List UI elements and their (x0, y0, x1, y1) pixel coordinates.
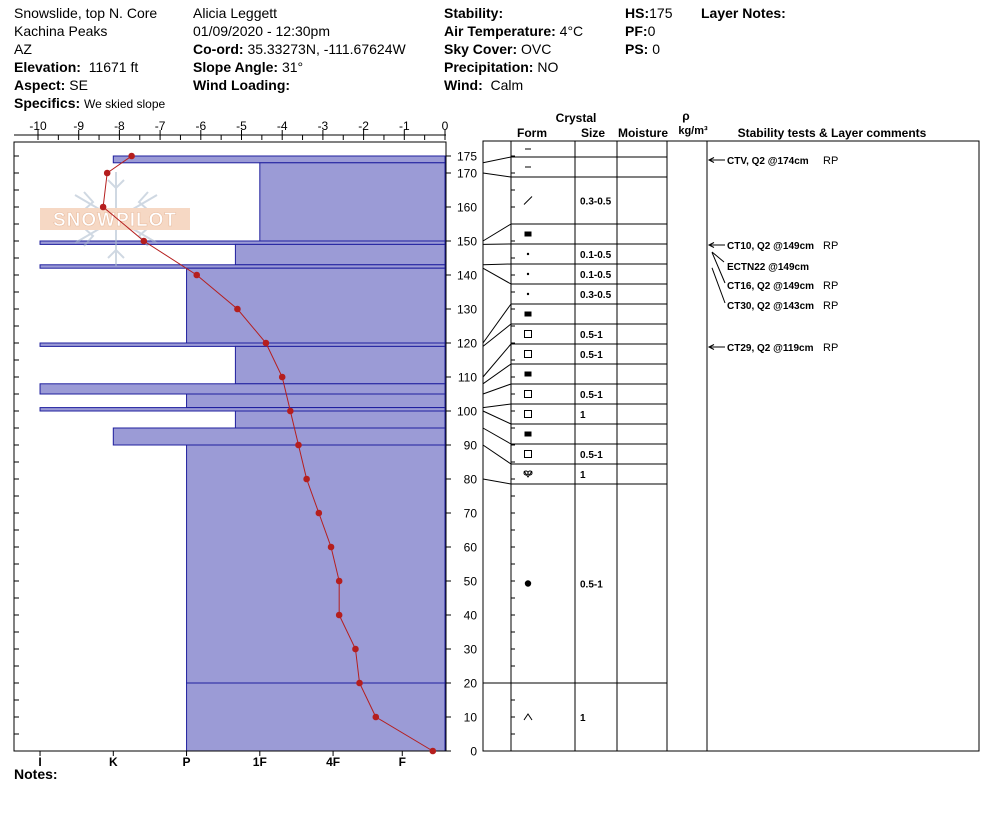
logo-text: SNOWPILOT (52, 210, 178, 231)
hardness-tick-label-K: K (108, 755, 118, 769)
hardness-bar-11 (235, 411, 445, 428)
header-moisture: Moisture (617, 126, 669, 140)
depth-tick-label-110: 110 (457, 370, 477, 385)
grain-size-2: 0.3-0.5 (580, 196, 612, 208)
layer-connector-14 (483, 445, 511, 464)
temperature-point-160 (100, 204, 107, 211)
header-form: Form (517, 126, 547, 140)
depth-tick-label-170: 170 (456, 166, 477, 181)
depth-tick-label-140: 140 (456, 268, 477, 283)
temp-tick-label--10: -10 (29, 119, 47, 133)
temperature-point-0 (429, 748, 436, 755)
temp-tick-label--8: -8 (114, 119, 125, 133)
depth-tick-label-160: 160 (456, 200, 477, 215)
table-border (483, 141, 979, 751)
hardness-bar-0 (113, 156, 445, 163)
hardness-bar-5 (187, 268, 445, 343)
depth-tick-label-10: 10 (463, 710, 477, 725)
grain-caret-icon (524, 714, 532, 720)
temp-tick-label--5: -5 (236, 119, 247, 133)
precip-value: NO (537, 59, 559, 75)
coord-label: Co-ord: (193, 41, 244, 57)
layer-notes-label: Layer Notes: (701, 5, 786, 21)
stability-test-5 (709, 342, 838, 354)
ps-value: 0 (652, 41, 661, 57)
grain-dot-icon (527, 273, 529, 275)
test-suffix-5: RP (823, 342, 839, 354)
slope-value: 31° (281, 59, 304, 75)
temperature-point-90 (295, 442, 302, 449)
hardness-bar-1 (260, 163, 445, 241)
layer-connector-11 (483, 404, 511, 408)
layer-connector-0 (483, 157, 511, 163)
test-text-2: ECTN22 @149cm (727, 262, 810, 273)
grain-size-12: 1 (580, 410, 586, 421)
hardness-bar-12 (113, 428, 445, 445)
pf-label: PF: (625, 23, 648, 39)
hardness-tick-label-P: P (182, 755, 191, 769)
grain-square-open-icon (525, 351, 532, 358)
layer-connector-9 (483, 364, 511, 384)
layer-connector-2 (483, 224, 511, 241)
grain-size-15: 1 (580, 470, 586, 481)
layer-connector-13 (483, 428, 511, 444)
grain-square-filled-icon (525, 432, 532, 437)
grain-dot-icon (527, 293, 529, 295)
temperature-point-110 (279, 374, 286, 381)
location-state: AZ (14, 41, 32, 57)
grain-square-open-icon (525, 391, 532, 398)
depth-tick-label-50: 50 (463, 574, 477, 589)
ps-label: PS: (625, 41, 649, 57)
hardness-bar-13 (187, 445, 445, 683)
grain-square-open-icon (525, 331, 532, 338)
header-rho: ρ (682, 109, 690, 123)
hardness-bar-2 (40, 241, 445, 244)
depth-tick-label-0: 0 (470, 744, 477, 759)
temp-tick-label--2: -2 (358, 119, 369, 133)
grain-slash-icon (524, 197, 532, 205)
temp-tick-label--4: -4 (276, 119, 288, 133)
temperature-point-40 (336, 612, 343, 619)
stability-test-2 (727, 262, 809, 273)
temp-tick-label--3: -3 (317, 119, 329, 133)
header-density-unit: kg/m³ (678, 125, 708, 137)
specifics-value: We skied slope (84, 97, 166, 111)
layer-table (483, 109, 979, 751)
test-suffix-1: RP (823, 240, 839, 252)
depth-tick-label-90: 90 (463, 438, 477, 453)
grain-square-filled-icon (525, 372, 532, 377)
specifics-label: Specifics: (14, 95, 81, 111)
stability-test-0 (709, 155, 838, 167)
grain-size-4: 0.1-0.5 (580, 250, 612, 261)
temperature-point-175 (128, 153, 135, 160)
pf-value: 0 (647, 23, 656, 39)
layer-connector-1 (483, 173, 511, 177)
hardness-bar-9 (187, 394, 445, 408)
header-crystal: Crystal (555, 111, 597, 125)
test-text-4: CT30, Q2 @143cm (727, 301, 815, 312)
grain-size-11: 0.5-1 (580, 390, 603, 401)
air-temp-label: Air Temperature: (444, 23, 556, 39)
temp-tick-label--9: -9 (73, 119, 85, 133)
coord-value: 35.33273N, -111.67624W (247, 41, 406, 57)
hs-value: 175 (649, 5, 673, 21)
test-text-1: CT10, Q2 @149cm (727, 241, 815, 252)
slope-label: Slope Angle: (193, 59, 279, 75)
grain-size-16: 0.5-1 (580, 579, 603, 591)
depth-tick-label-130: 130 (456, 302, 477, 317)
hardness-axis (38, 751, 406, 769)
elevation-label: Elevation: (14, 59, 81, 75)
layer-connector-15 (483, 479, 511, 484)
location-name: Snowslide, top N. Core (14, 5, 158, 21)
grain-square-filled-icon (525, 232, 532, 237)
temp-tick-label-0: 0 (441, 119, 449, 133)
hardness-bars (40, 156, 445, 751)
stability-tests (709, 155, 838, 354)
header-comments: Stability tests & Layer comments (737, 126, 927, 140)
depth-tick-label-150: 150 (456, 234, 477, 249)
aspect-value: SE (69, 77, 88, 93)
layer-connector-4 (483, 264, 511, 265)
stability-label: Stability: (444, 5, 504, 21)
grain-square-filled-icon (525, 312, 532, 317)
test-suffix-0: RP (823, 155, 839, 167)
sky-value: OVC (521, 41, 552, 57)
wind-value: Calm (490, 77, 524, 93)
layer-connector-5 (483, 268, 511, 284)
observer-name: Alicia Leggett (193, 5, 278, 21)
hardness-bar-14 (187, 683, 445, 751)
temperature-point-50 (336, 578, 343, 585)
layer-connector-7 (483, 324, 511, 346)
header-size: Size (580, 126, 606, 140)
grain-hoar-icon (524, 471, 532, 477)
temperature-point-120 (263, 340, 270, 347)
temperature-point-70 (316, 510, 323, 517)
hardness-bar-4 (40, 265, 445, 268)
temp-tick-label--6: -6 (195, 119, 207, 133)
depth-tick-label-20: 20 (463, 676, 477, 691)
depth-tick-label-175: 175 (456, 149, 477, 164)
temperature-point-80 (303, 476, 310, 483)
temp-tick-label--1: -1 (398, 119, 410, 133)
hardness-bar-10 (40, 408, 445, 411)
temp-tick-label--7: -7 (154, 119, 166, 133)
grain-size-17: 1 (580, 713, 586, 724)
test-text-3: CT16, Q2 @149cm (727, 281, 815, 292)
air-temp-value: 4°C (559, 23, 584, 39)
hardness-tick-label-4F: 4F (326, 755, 341, 769)
temperature-point-140 (193, 272, 200, 279)
layer-connector-8 (483, 344, 511, 377)
elevation-value: 11671 ft (88, 59, 139, 75)
temperature-point-10 (373, 714, 380, 721)
test-arrow-line (712, 268, 725, 303)
layer-connector-10 (483, 384, 511, 394)
test-text-5: CT29, Q2 @119cm (727, 343, 814, 354)
grain-dot-icon (527, 253, 529, 255)
layer-connector-12 (483, 411, 511, 424)
notes-label: Notes: (14, 766, 58, 782)
test-text-0: CTV, Q2 @174cm (727, 156, 809, 167)
grain-size-9: 0.5-1 (580, 350, 603, 361)
location-area: Kachina Peaks (14, 23, 108, 39)
stability-test-1 (709, 240, 838, 252)
depth-tick-label-80: 80 (463, 472, 477, 487)
temperature-point-150 (141, 238, 148, 245)
hardness-bar-8 (40, 384, 445, 394)
temperature-point-30 (352, 646, 359, 653)
depth-tick-label-60: 60 (463, 540, 477, 555)
hardness-bar-6 (40, 343, 445, 346)
grain-size-14: 0.5-1 (580, 450, 603, 461)
temperature-point-60 (328, 544, 335, 551)
observation-datetime: 01/09/2020 - 12:30pm (193, 23, 330, 39)
hardness-tick-label-1F: 1F (252, 755, 267, 769)
grain-circle-filled-icon (525, 580, 531, 586)
snowpilot-logo (40, 172, 190, 266)
depth-tick-label-30: 30 (463, 642, 477, 657)
hardness-tick-label-F: F (398, 755, 406, 769)
temperature-point-170 (104, 170, 111, 177)
grain-square-open-icon (525, 451, 532, 458)
wind-label: Wind: (444, 77, 483, 93)
temperature-point-130 (234, 306, 241, 313)
depth-tick-label-100: 100 (456, 404, 477, 419)
grain-square-open-icon (525, 411, 532, 418)
test-suffix-3: RP (823, 280, 839, 292)
grain-size-6: 0.3-0.5 (580, 290, 612, 301)
hardness-tick-label-I: I (38, 755, 42, 769)
temperature-point-20 (356, 680, 363, 687)
aspect-label: Aspect: (14, 77, 66, 93)
sky-label: Sky Cover: (444, 41, 518, 57)
test-suffix-4: RP (823, 300, 839, 312)
layer-connector-6 (483, 304, 511, 343)
hardness-bar-7 (235, 346, 445, 383)
temperature-axis (14, 119, 449, 140)
depth-tick-label-120: 120 (456, 336, 477, 351)
wind-loading-label: Wind Loading: (193, 77, 291, 93)
hardness-bar-3 (235, 244, 445, 264)
depth-tick-label-70: 70 (463, 506, 477, 521)
hs-label: HS: (625, 5, 650, 21)
grain-size-8: 0.5-1 (580, 330, 603, 341)
precip-label: Precipitation: (444, 59, 534, 75)
temperature-point-100 (287, 408, 294, 415)
grain-size-5: 0.1-0.5 (580, 270, 612, 281)
depth-tick-label-40: 40 (463, 608, 477, 623)
